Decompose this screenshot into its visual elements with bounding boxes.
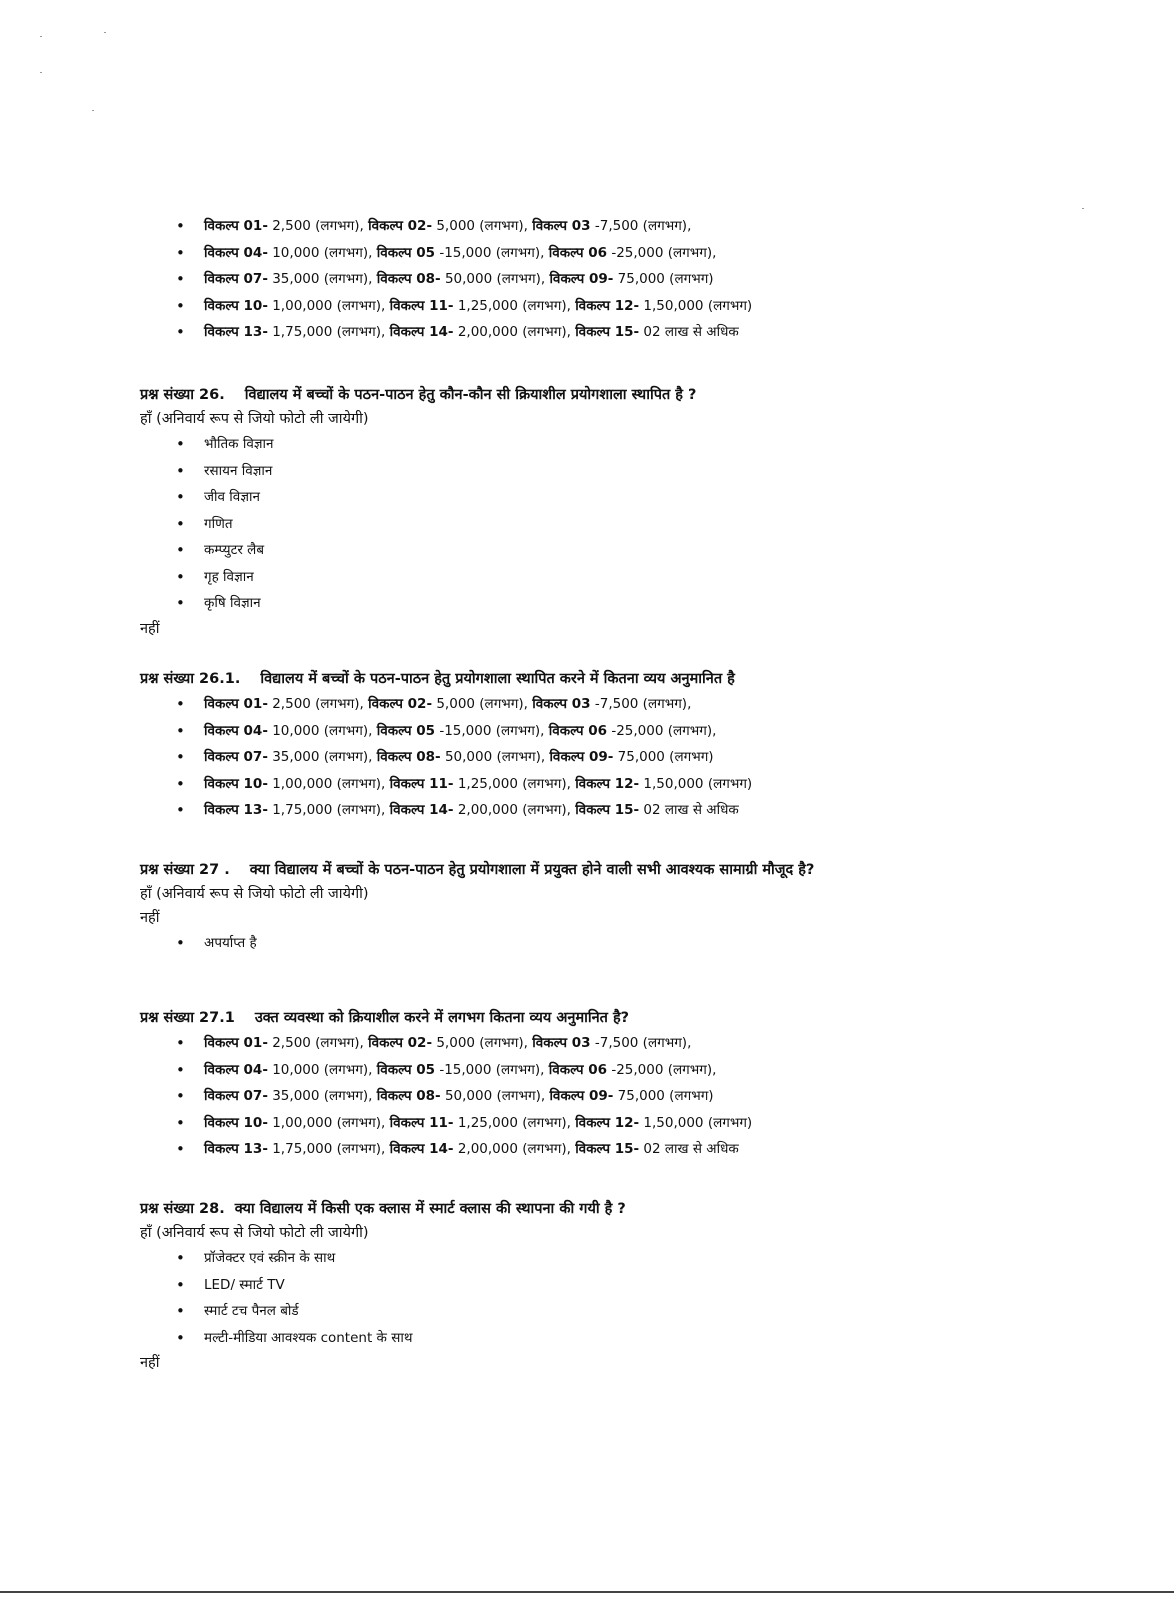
question-26 [140, 383, 1040, 641]
cost-option-row: • विकल्प 07- 35,000 (लगभग), विकल्प 08- 50,000 (लगभग), विकल्प 09- 75,000 (लगभग) [176, 744, 1040, 771]
cost-options [140, 213, 1040, 346]
question-number: प्रश्न संख्या 27 . [140, 862, 230, 878]
answer-yes: हाँ (अनिवार्य रूप से जियो फोटो ली जायेगी) [140, 411, 369, 427]
cost-option-row: • विकल्प 07- 35,000 (लगभग), विकल्प 08- 50,000 (लगभग), विकल्प 09- 75,000 (लगभग) [176, 1083, 1040, 1110]
list-item: • प्रॉजेक्टर एवं स्क्रीन के साथ [176, 1245, 1040, 1272]
cost-option-row: • विकल्प 04- 10,000 (लगभग), विकल्प 05 -15,000 (लगभग), विकल्प 06 -25,000 (लगभग), [176, 1057, 1040, 1084]
answer-no: नहीं [140, 910, 160, 926]
answer-no: नहीं [140, 620, 160, 637]
list-item: • गणित [176, 511, 1040, 538]
list-item: • स्मार्ट टच पैनल बोर्ड [176, 1298, 1040, 1325]
scan-speck [40, 72, 42, 73]
page-bottom-edge [0, 1591, 1174, 1593]
list-item: • रसायन विज्ञान [176, 458, 1040, 485]
cost-option-row: • विकल्प 13- 1,75,000 (लगभग), विकल्प 14- 2,00,000 (लगभग), विकल्प 15- 02 लाख से अधिक [176, 1136, 1040, 1163]
list-item: • LED/ स्मार्ट TV [176, 1272, 1040, 1299]
question-26-1 [140, 667, 1040, 824]
question-number: प्रश्न संख्या 26. [140, 387, 225, 403]
question-heading [140, 667, 1040, 691]
cost-options [140, 1030, 1040, 1163]
question-heading [140, 858, 980, 882]
question-27-1 [140, 1006, 1040, 1163]
question-heading [140, 1006, 1040, 1030]
question-text: क्या विद्यालय में बच्चों के पठन-पाठन हेतु प्रयोगशाला में प्रयुक्त होने वाली सभी आवश्यक सामाग्री मौजूद है? [249, 862, 815, 878]
list-item: • जीव विज्ञान [176, 484, 1040, 511]
cost-option-row: • विकल्प 10- 1,00,000 (लगभग), विकल्प 11- 1,25,000 (लगभग), विकल्प 12- 1,50,000 (लगभग) [176, 293, 1040, 320]
list-item: • कम्प्युटर लैब [176, 537, 1040, 564]
cost-option-row: • विकल्प 13- 1,75,000 (लगभग), विकल्प 14- 2,00,000 (लगभग), विकल्प 15- 02 लाख से अधिक [176, 797, 1040, 824]
list-item: • भौतिक विज्ञान [176, 431, 1040, 458]
question-text: क्या विद्यालय में किसी एक क्लास में स्मार्ट क्लास की स्थापना की गयी है ? [234, 1201, 626, 1217]
list-item: • गृह विज्ञान [176, 564, 1040, 591]
scan-speck [104, 32, 106, 33]
question-27 [140, 858, 980, 957]
cost-options-list-top [140, 213, 1040, 346]
question-28 [140, 1197, 1040, 1375]
question-number: प्रश्न संख्या 27.1 [140, 1010, 235, 1026]
cost-option-row: • विकल्प 10- 1,00,000 (लगभग), विकल्प 11- 1,25,000 (लगभग), विकल्प 12- 1,50,000 (लगभग) [176, 1110, 1040, 1137]
cost-option-row: • विकल्प 01- 2,500 (लगभग), विकल्प 02- 5,000 (लगभग), विकल्प 03 -7,500 (लगभग), [176, 213, 1040, 240]
scan-speck [92, 110, 94, 111]
cost-option-row: • विकल्प 10- 1,00,000 (लगभग), विकल्प 11- 1,25,000 (लगभग), विकल्प 12- 1,50,000 (लगभग) [176, 771, 1040, 798]
cost-option-row: • विकल्प 07- 35,000 (लगभग), विकल्प 08- 50,000 (लगभग), विकल्प 09- 75,000 (लगभग) [176, 266, 1040, 293]
question-heading [140, 383, 1040, 407]
answer-yes: हाँ (अनिवार्य रूप से जियो फोटो ली जायेगी) [140, 1225, 369, 1241]
smart-class-options [140, 1245, 1040, 1351]
scan-speck [1082, 208, 1084, 209]
lab-options [140, 431, 1040, 617]
list-item: • अपर्याप्त है [176, 930, 980, 957]
cost-option-row: • विकल्प 01- 2,500 (लगभग), विकल्प 02- 5,000 (लगभग), विकल्प 03 -7,500 (लगभग), [176, 1030, 1040, 1057]
scan-speck [40, 36, 42, 37]
cost-option-row: • विकल्प 04- 10,000 (लगभग), विकल्प 05 -15,000 (लगभग), विकल्प 06 -25,000 (लगभग), [176, 718, 1040, 745]
question-text: विद्यालय में बच्चों के पठन-पाठन हेतु प्रयोगशाला स्थापित करने में कितना व्यय अनुमानित है [260, 671, 735, 687]
question-text: उक्त व्यवस्था को क्रियाशील करने में लगभग कितना व्यय अनुमानित है? [254, 1010, 630, 1026]
answer-no: नहीं [140, 1355, 160, 1371]
cost-option-row: • विकल्प 01- 2,500 (लगभग), विकल्प 02- 5,000 (लगभग), विकल्प 03 -7,500 (लगभग), [176, 691, 1040, 718]
question-number: प्रश्न संख्या 26.1. [140, 671, 241, 687]
list-item: • कृषि विज्ञान [176, 590, 1040, 617]
cost-option-row: • विकल्प 13- 1,75,000 (लगभग), विकल्प 14- 2,00,000 (लगभग), विकल्प 15- 02 लाख से अधिक [176, 319, 1040, 346]
question-heading [140, 1197, 1040, 1221]
insufficient-option [140, 930, 980, 957]
question-number: प्रश्न संख्या 28. [140, 1201, 225, 1217]
answer-yes: हाँ (अनिवार्य रूप से जियो फोटो ली जायेगी) [140, 886, 369, 902]
cost-options [140, 691, 1040, 824]
cost-option-row: • विकल्प 04- 10,000 (लगभग), विकल्प 05 -15,000 (लगभग), विकल्प 06 -25,000 (लगभग), [176, 240, 1040, 267]
question-text: विद्यालय में बच्चों के पठन-पाठन हेतु कौन-कौन सी क्रियाशील प्रयोगशाला स्थापित है ? [244, 387, 697, 403]
list-item: • मल्टी-मीडिया आवश्यक content के साथ [176, 1325, 1040, 1352]
